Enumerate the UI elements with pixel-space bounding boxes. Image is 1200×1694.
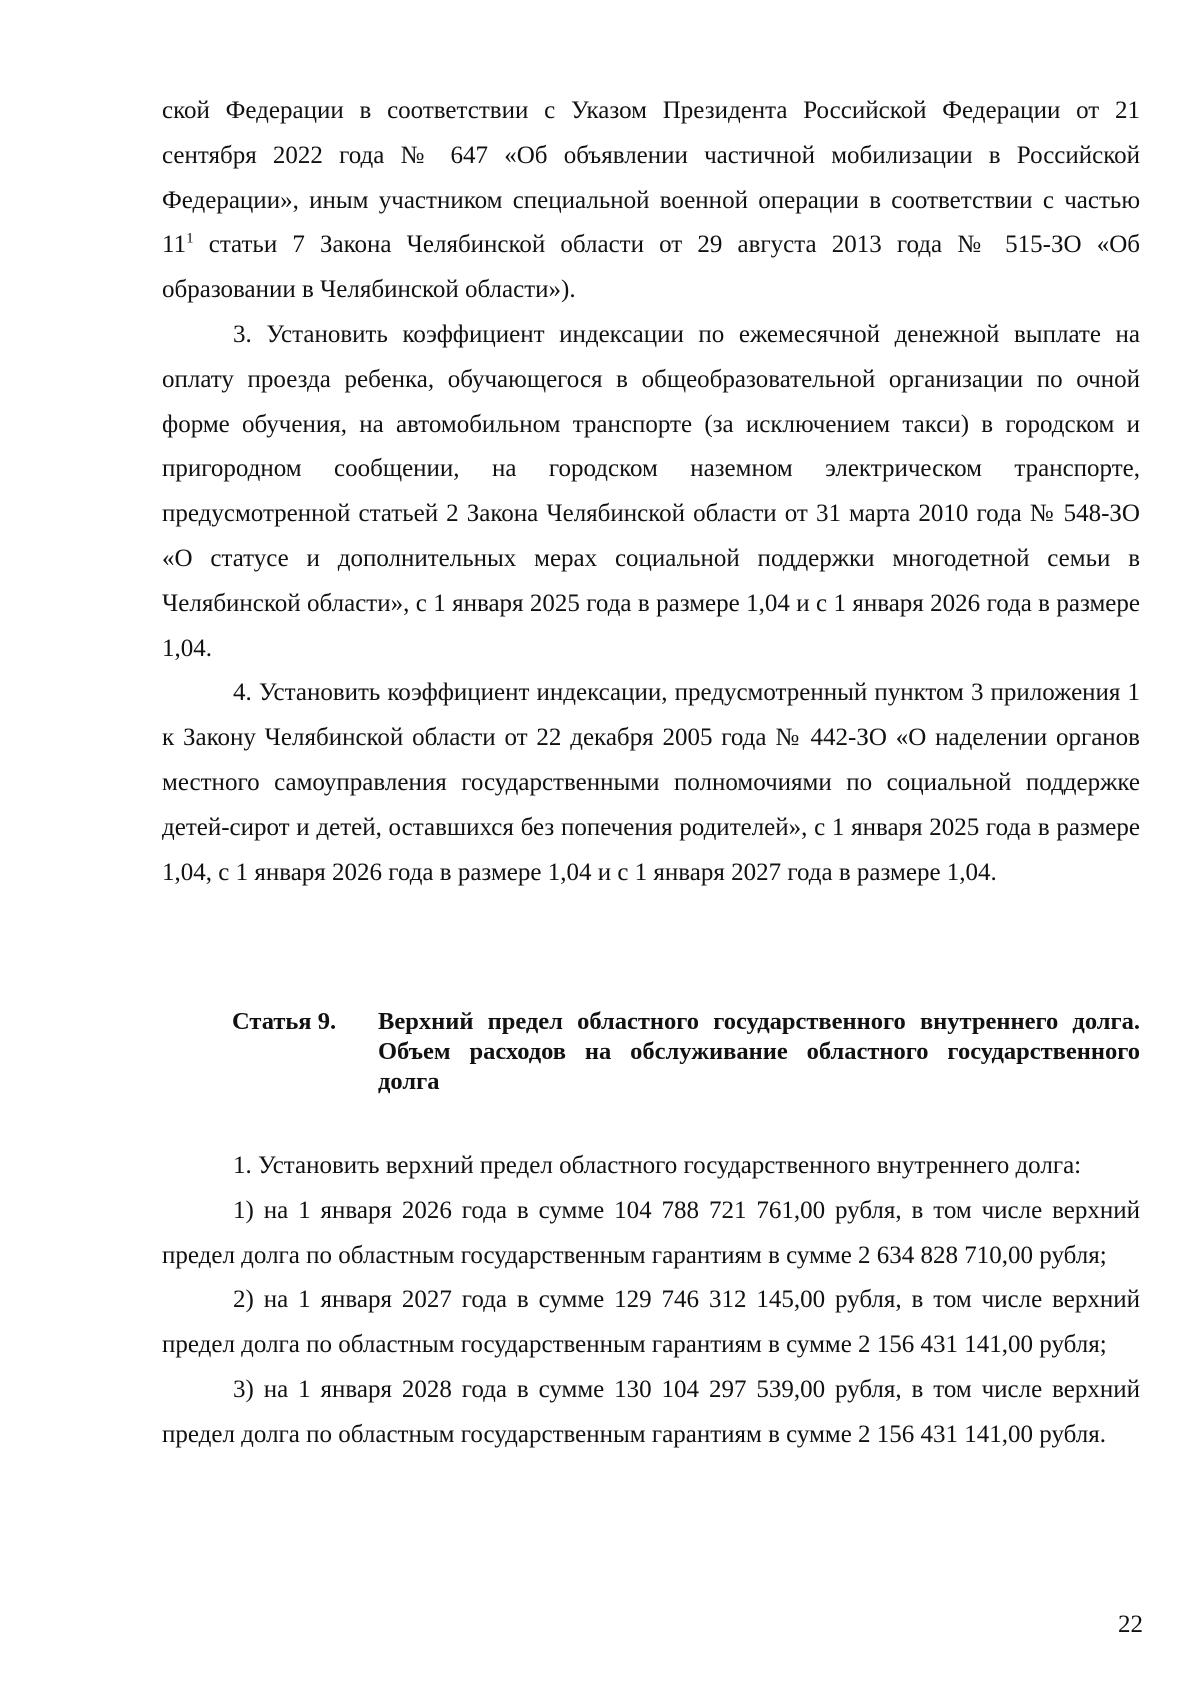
subpoint-1: 1) на 1 января 2026 года в сумме 104 788 721 761,00 рубля, в том числе верхний предел долга по областным государственным гарантиям в сумме 2 634 828 710,00 рубля; (162, 1196, 1140, 1269)
continuation-text-end: статьи 7 Закона Челябинской области от 29 августа 2013 года № 515-ЗО «Об образовании в Челябинской области»). (162, 231, 1140, 304)
subpoint-2: 2) на 1 января 2027 года в сумме 129 746 312 145,00 рубля, в том числе верхний предел долга по областным государственным гарантиям в сумме 2 156 431 141,00 рубля; (162, 1286, 1140, 1359)
article-paragraph-1: 1. Установить верхний предел областного государственного внутреннего долга: (233, 1152, 1082, 1179)
continuation-paragraph (162, 89, 1140, 313)
subpoint-3: 3) на 1 января 2028 года в сумме 130 104 297 539,00 рубля, в том числе верхний предел долга по областным государственным гарантиям в сумме 2 156 431 141,00 рубля. (162, 1375, 1140, 1448)
article-label: Статья 9. (232, 1008, 337, 1035)
body-text-lower (162, 1144, 1140, 1458)
body-text-upper (162, 89, 1140, 895)
continuation-text: ской Федерации в соответствии с Указом Президента Российской Федерации от 21 сентября 2022 года № 647 «Об объявлении частичной мобилизации в Российской Федерации», иным участником специальной военной операции в соответствии с частью 11 (162, 97, 1140, 259)
paragraph-4: 4. Установить коэффициент индексации, предусмотренный пунктом 3 приложения 1 к Закону Челябинской области от 22 декабря 2005 года № 442-ЗО «О наделении органов местного самоуправления государственными полномочиями по социальной поддержке детей-сирот и детей, оставшихся без попечения родителей», с 1 января 2025 года в размере 1,04, с 1 января 2026 года в размере 1,04 и с 1 января 2027 года в размере 1,04. (162, 679, 1140, 886)
page-number: 22 (1118, 1611, 1143, 1638)
article-title: Верхний предел областного государственного внутреннего долга. Объем расходов на обслуживание областного государственного долга (378, 1008, 1140, 1095)
superscript-number: 1 (186, 231, 194, 248)
paragraph-3: 3. Установить коэффициент индексации по ежемесячной денежной выплате на оплату проезда ребенка, обучающегося в общеобразовательной организации по очной форме обучения, на автомобильном транспорте (за исключением такси) в городском и пригородном сообщении, на городском наземном электрическом транспорте, предусмотренной статьей 2 Закона Челябинской области от 31 марта 2010 года № 548-ЗО «О статусе и дополнительных мерах социальной поддержки многодетной семьи в Челябинской области», с 1 января 2025 года в размере 1,04 и с 1 января 2026 года в размере 1,04. (162, 320, 1140, 662)
